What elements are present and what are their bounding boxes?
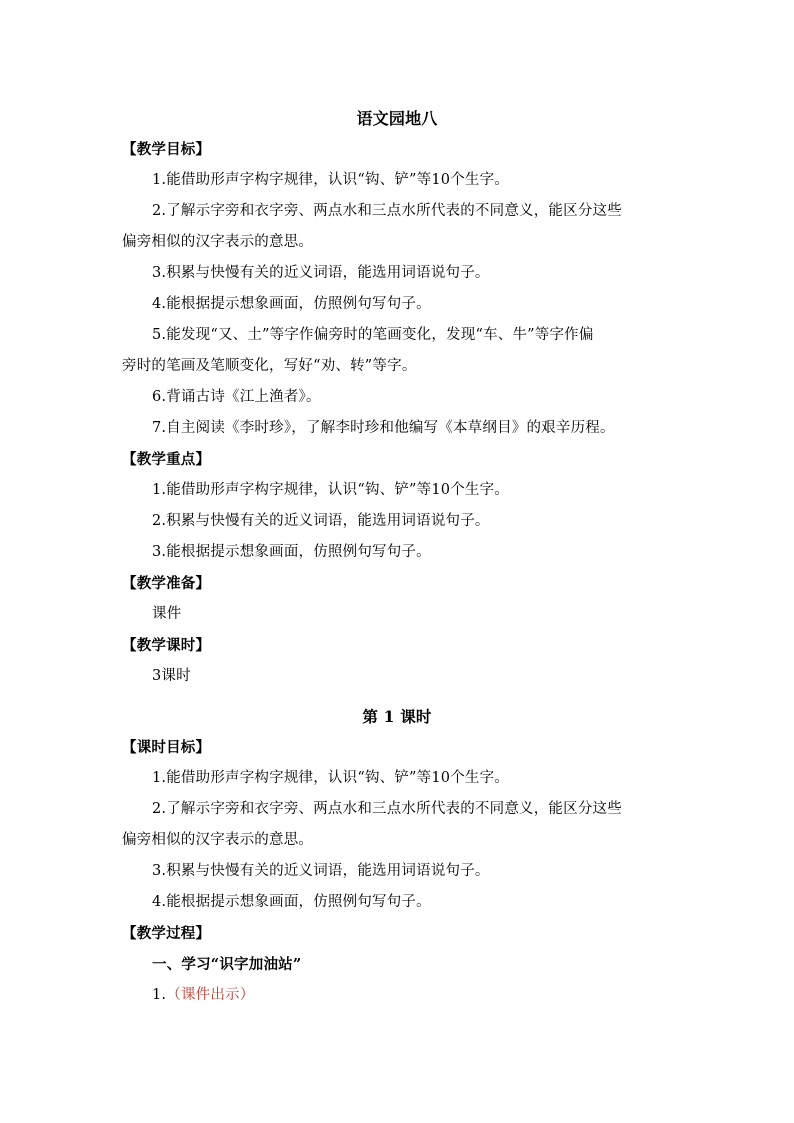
document-body <box>122 103 672 1011</box>
goal-item: 6.背诵古诗《江上渔者》。 <box>152 389 321 405</box>
prep-text: 课件 <box>152 606 182 622</box>
courseware-note: （课件出示） <box>166 987 255 1003</box>
prep-heading: 【教学准备】 <box>122 575 211 592</box>
lesson-goals-heading: 【课时目标】 <box>122 739 211 756</box>
step-number: 1. <box>152 987 167 1003</box>
lesson-goal-item: 1.能借助形声字构字规律，认识“钩、铲”等10个生字。 <box>152 770 510 786</box>
hours-heading: 【教学课时】 <box>122 637 211 654</box>
focus-item: 1.能借助形声字构字规律，认识“钩、铲”等10个生字。 <box>152 482 510 498</box>
step-item <box>122 980 672 1011</box>
focus-item: 3.能根据提示想象画面，仿照例句写句子。 <box>152 544 431 560</box>
goal-item: 7.自主阅读《李时珍》，了解李时珍和他编写《本草纲目》的艰辛历程。 <box>152 420 615 436</box>
page-title: 语文园地八 <box>356 109 438 128</box>
lesson-goal-item: 2.了解示字旁和衣字旁、两点水和三点水所代表的不同意义，能区分这些 <box>152 801 622 817</box>
lesson-goal-item: 4.能根据提示想象画面，仿照例句写句子。 <box>152 894 431 910</box>
focus-item: 2.积累与快慢有关的近义词语，能选用词语说句子。 <box>152 513 490 529</box>
goal-item-continued: 偏旁相似的汉字表示的意思。 <box>122 234 314 250</box>
lesson-goal-item-continued: 偏旁相似的汉字表示的意思。 <box>122 832 314 848</box>
focus-heading: 【教学重点】 <box>122 451 211 468</box>
goal-item: 3.积累与快慢有关的近义词语，能选用词语说句子。 <box>152 265 490 281</box>
goal-item: 2.了解示字旁和衣字旁、两点水和三点水所代表的不同意义，能区分这些 <box>152 203 622 219</box>
goal-item: 5.能发现“又、土”等字作偏旁时的笔画变化，发现“车、牛”等字作偏 <box>152 327 594 343</box>
lesson-title: 第 1 课时 <box>362 707 432 726</box>
process-heading: 【教学过程】 <box>122 925 211 942</box>
goal-item: 4.能根据提示想象画面，仿照例句写句子。 <box>152 296 431 312</box>
section-heading: 一、学习“识字加油站” <box>152 956 302 973</box>
lesson-goal-item: 3.积累与快慢有关的近义词语，能选用词语说句子。 <box>152 863 490 879</box>
goals-heading: 【教学目标】 <box>122 141 211 158</box>
hours-text: 3课时 <box>152 668 191 684</box>
goal-item: 1.能借助形声字构字规律，认识“钩、铲”等10个生字。 <box>152 172 510 188</box>
goal-item-continued: 旁时的笔画及笔顺变化，写好“劝、转”等字。 <box>122 358 417 374</box>
